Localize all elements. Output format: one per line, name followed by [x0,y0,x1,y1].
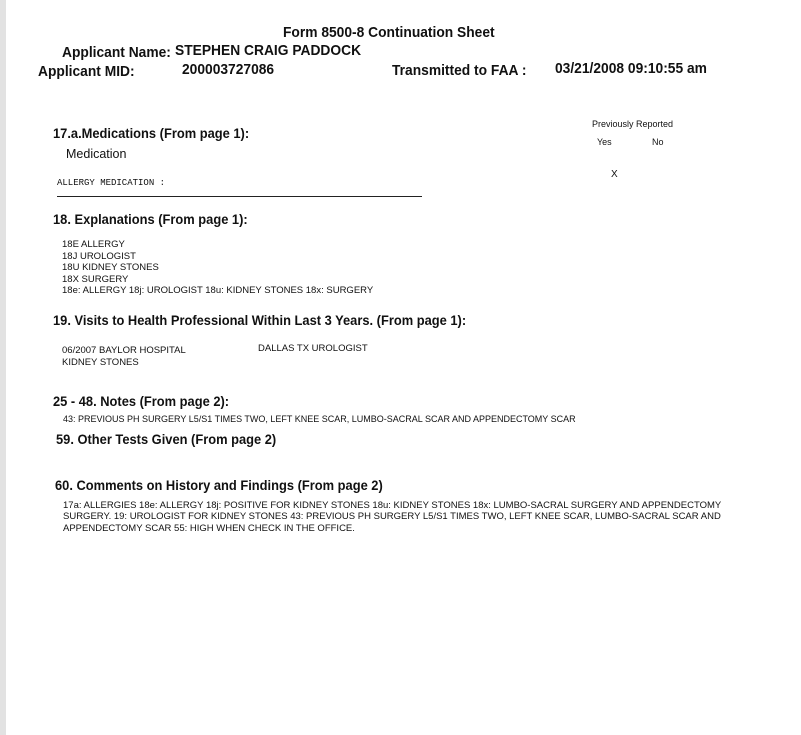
applicant-name: STEPHEN CRAIG PADDOCK [175,42,362,59]
notes-text: 43: PREVIOUS PH SURGERY L5/S1 TIMES TWO, LEFT KNEE SCAR, LUMBO-SACRAL SCAR AND APPENDECTOMY SCAR [63,414,576,424]
form-title: Form 8500-8 Continuation Sheet [283,24,495,41]
explanations-heading: 18. Explanations (From page 1): [53,211,248,227]
explanation-line: 18U KIDNEY STONES [62,262,159,273]
comments-text: 17a: ALLERGIES 18e: ALLERGY 18j: POSITIVE FOR KIDNEY STONES 18u: KIDNEY STONES 18x: LUMBO-SACRAL SURGERY AND APPENDECTOMY SURGERY. 19: UROLOGIST FOR KIDNEY STONES 43: PREVIOUS PH SURGERY L5/S1 TIMES TWO, LEFT KNEE SCAR, LUMBO-SACRAL SCAR AND APPENDECTOMY SCAR 55: HIGH WHEN CHECK IN THE OFFICE. [63,500,722,534]
visit-date-place: 06/2007 BAYLOR HOSPITAL [62,345,186,356]
medication-column: Medication [66,147,127,161]
explanation-line: 18e: ALLERGY 18j: UROLOGIST 18u: KIDNEY STONES 18x: SURGERY [62,285,374,296]
applicant-mid-label: Applicant MID: [38,63,135,80]
transmitted-label: Transmitted to FAA : [392,62,527,79]
comments-heading: 60. Comments on History and Findings (From page 2) [55,477,383,493]
reported-mark: X [611,169,618,180]
divider [57,196,422,197]
scan-edge [0,0,6,735]
visits-heading: 19. Visits to Health Professional Within Last 3 Years. (From page 1): [53,312,467,328]
visit-location: DALLAS TX UROLOGIST [258,343,368,354]
explanation-line: 18E ALLERGY [62,239,125,250]
transmitted-date: 03/21/2008 09:10:55 am [555,60,707,77]
applicant-name-label: Applicant Name: [62,44,171,61]
visit-reason: KIDNEY STONES [62,357,139,368]
previously-reported-label: Previously Reported [592,119,674,129]
notes-heading: 25 - 48. Notes (From page 2): [53,393,230,409]
tests-heading: 59. Other Tests Given (From page 2) [56,431,277,447]
yes-label: Yes [597,137,612,147]
explanation-line: 18J UROLOGIST [62,251,136,262]
medication-name: ALLERGY MEDICATION : [57,178,166,188]
no-label: No [652,137,664,147]
applicant-mid: 200003727086 [182,61,275,78]
explanation-line: 18X SURGERY [62,274,129,285]
medications-heading: 17.a.Medications (From page 1): [53,125,250,141]
